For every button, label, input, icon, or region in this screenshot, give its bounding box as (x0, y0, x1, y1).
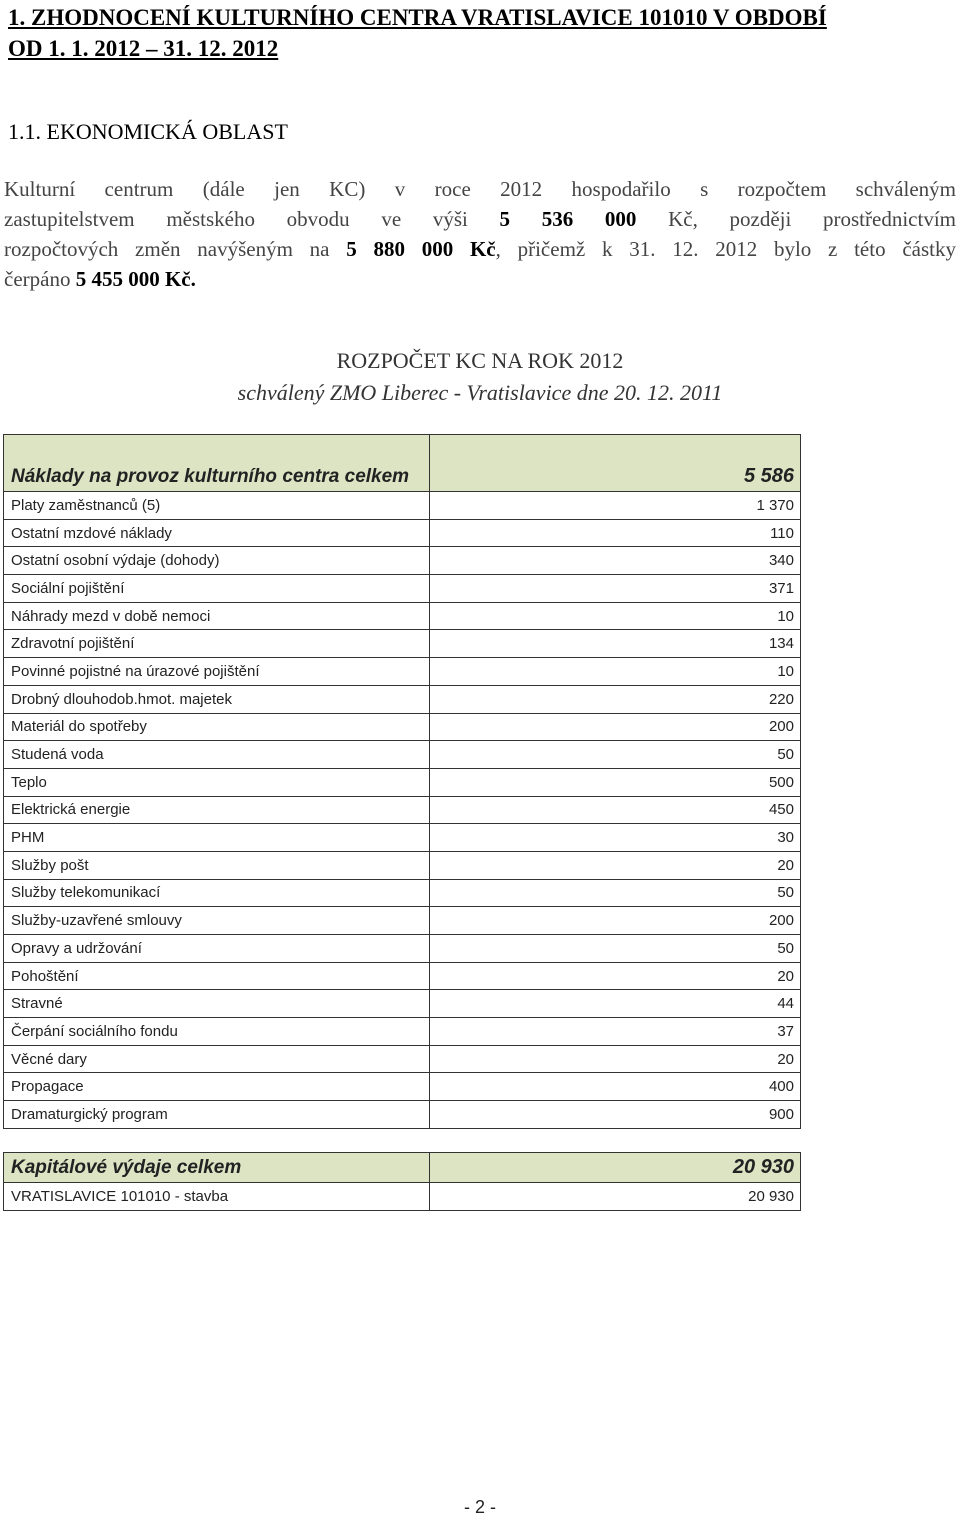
row-label: Teplo (4, 768, 430, 796)
paragraph-text: Kulturní centrum (dále jen KC) v roce 2012 hospodařilo s rozpočtem schváleným (4, 177, 956, 201)
table-row (4, 1101, 801, 1129)
paragraph-text: čerpáno (4, 267, 76, 291)
table-row (4, 851, 801, 879)
row-value: 30 (430, 824, 801, 852)
table-row (4, 602, 801, 630)
table-row (4, 658, 801, 686)
table-row (4, 879, 801, 907)
row-label: Elektrická energie (4, 796, 430, 824)
capital-costs-table (3, 1152, 801, 1211)
table-row (4, 685, 801, 713)
paragraph-line (4, 174, 956, 204)
paragraph-text: , přičemž k 31. 12. 2012 bylo z této částky (495, 237, 956, 261)
row-value: 500 (430, 768, 801, 796)
row-value: 50 (430, 741, 801, 769)
budget-title: ROZPOČET KC NA ROK 2012 (336, 348, 624, 373)
table-row (4, 713, 801, 741)
row-value: 20 (430, 1045, 801, 1073)
table-row (4, 990, 801, 1018)
table-row (4, 741, 801, 769)
row-value: 134 (430, 630, 801, 658)
operating-costs-header-value: 5 586 (430, 435, 801, 492)
table-row (4, 630, 801, 658)
row-value: 200 (430, 907, 801, 935)
table-row (4, 547, 801, 575)
capital-costs-header-value: 20 930 (430, 1153, 801, 1183)
table-row (4, 1018, 801, 1046)
row-value: 1 370 (430, 492, 801, 520)
increased-amount: 5 880 000 Kč (346, 237, 496, 261)
row-label: Studená voda (4, 741, 430, 769)
row-value: 400 (430, 1073, 801, 1101)
row-label: Opravy a udržování (4, 935, 430, 963)
table-row (4, 768, 801, 796)
paragraph-text: rozpočtových změn navýšeným na (4, 237, 347, 261)
paragraph-line (4, 204, 956, 234)
row-value: 10 (430, 658, 801, 686)
row-label: Sociální pojištění (4, 575, 430, 603)
row-value: 20 930 (430, 1183, 801, 1211)
row-value: 50 (430, 879, 801, 907)
row-label: Služby pošt (4, 851, 430, 879)
paragraph-text: Kč, později prostřednictvím (636, 207, 956, 231)
row-value: 50 (430, 935, 801, 963)
row-value: 200 (430, 713, 801, 741)
row-label: Drobný dlouhodob.hmot. majetek (4, 685, 430, 713)
row-value: 20 (430, 962, 801, 990)
capital-costs-header-label: Kapitálové výdaje celkem (4, 1153, 430, 1183)
capital-costs-header-row (4, 1153, 801, 1183)
row-label: Platy zaměstnanců (5) (4, 492, 430, 520)
row-label: Stravné (4, 990, 430, 1018)
page-number: - 2 - (463, 1497, 496, 1517)
row-label: Propagace (4, 1073, 430, 1101)
row-value: 900 (430, 1101, 801, 1129)
row-value: 37 (430, 1018, 801, 1046)
intro-paragraph (4, 174, 956, 294)
table-row (4, 492, 801, 520)
paragraph-line (4, 234, 956, 264)
row-label: PHM (4, 824, 430, 852)
row-label: Ostatní osobní výdaje (dohody) (4, 547, 430, 575)
budget-subtitle: schválený ZMO Liberec - Vratislavice dne 20. 12. 2011 (237, 380, 723, 405)
chapter-heading-line1: 1. ZHODNOCENÍ KULTURNÍHO CENTRA VRATISLAVICE 101010 V OBDOBÍ (8, 5, 827, 30)
row-label: Služby telekomunikací (4, 879, 430, 907)
paragraph-text: zastupitelstvem městského obvodu ve výši (4, 207, 500, 231)
row-label: Náhrady mezd v době nemoci (4, 602, 430, 630)
approved-amount: 5 536 000 (499, 207, 637, 231)
row-label: Povinné pojistné na úrazové pojištění (4, 658, 430, 686)
row-label: Služby-uzavřené smlouvy (4, 907, 430, 935)
spent-amount: 5 455 000 Kč. (75, 267, 196, 291)
row-label: VRATISLAVICE 101010 - stavba (4, 1183, 430, 1211)
operating-costs-header-row (4, 435, 801, 492)
row-label: Pohoštění (4, 962, 430, 990)
row-value: 10 (430, 602, 801, 630)
table-row (4, 824, 801, 852)
row-value: 450 (430, 796, 801, 824)
paragraph-line (4, 264, 956, 294)
table-row (4, 1183, 801, 1211)
row-value: 371 (430, 575, 801, 603)
row-label: Čerpání sociálního fondu (4, 1018, 430, 1046)
table-row (4, 907, 801, 935)
operating-costs-header-label: Náklady na provoz kulturního centra celkem (4, 435, 430, 492)
row-value: 340 (430, 547, 801, 575)
table-row (4, 519, 801, 547)
chapter-heading (8, 2, 948, 64)
row-value: 20 (430, 851, 801, 879)
operating-costs-table (3, 434, 801, 1129)
table-row (4, 575, 801, 603)
row-label: Ostatní mzdové náklady (4, 519, 430, 547)
row-value: 110 (430, 519, 801, 547)
row-value: 44 (430, 990, 801, 1018)
section-heading: 1.1. EKONOMICKÁ OBLAST (8, 119, 288, 144)
table-row (4, 935, 801, 963)
table-row (4, 796, 801, 824)
table-row (4, 1073, 801, 1101)
row-label: Zdravotní pojištění (4, 630, 430, 658)
chapter-heading-line2: OD 1. 1. 2012 – 31. 12. 2012 (8, 36, 279, 61)
row-label: Materiál do spotřeby (4, 713, 430, 741)
row-label: Věcné dary (4, 1045, 430, 1073)
row-label: Dramaturgický program (4, 1101, 430, 1129)
table-row (4, 962, 801, 990)
row-value: 220 (430, 685, 801, 713)
table-row (4, 1045, 801, 1073)
